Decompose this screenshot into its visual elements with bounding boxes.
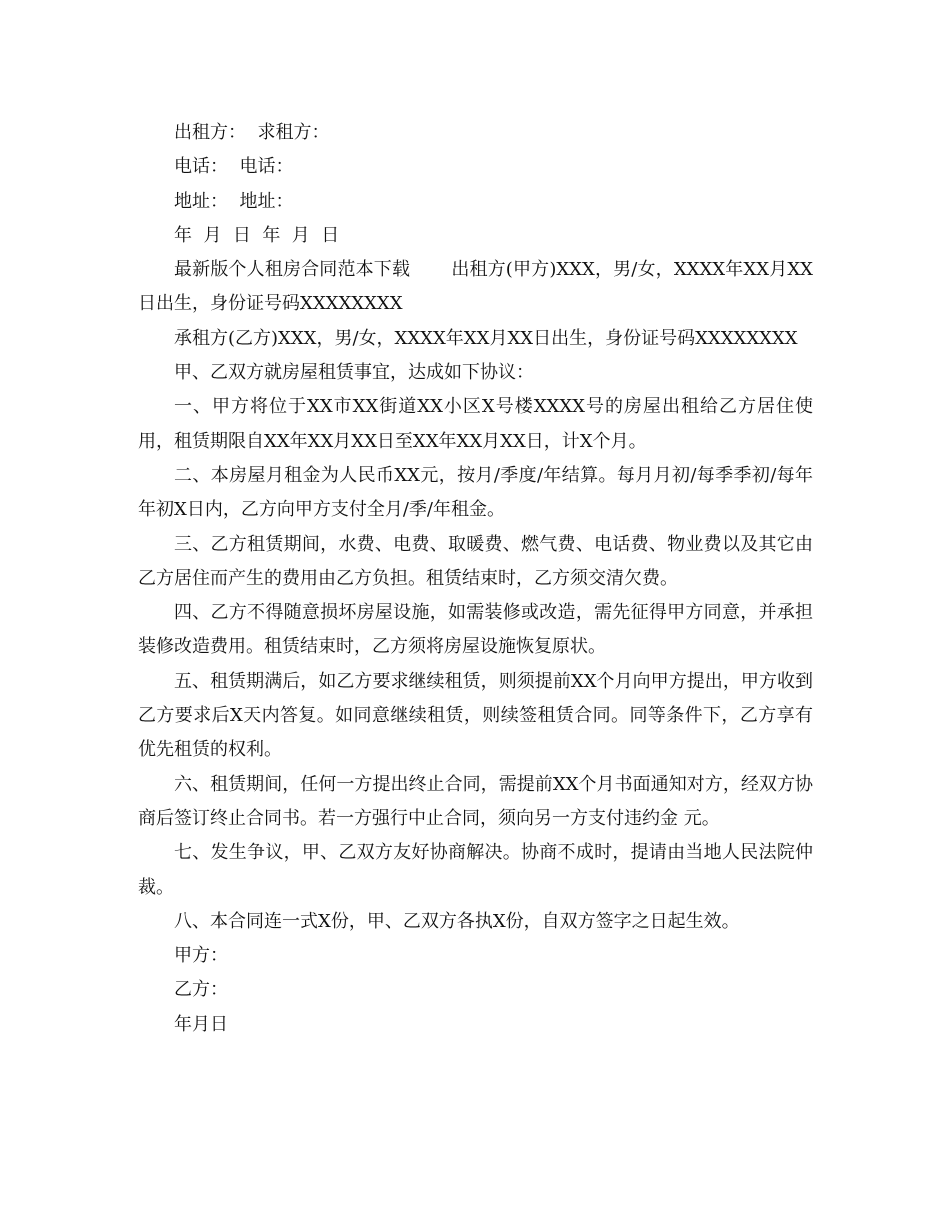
agreement-intro: 甲、乙双方就房屋租赁事宜，达成如下协议：	[174, 362, 534, 384]
clause-3: 三、乙方租赁期间，水费、电费、取暖费、燃气费、电话费、物业费以及其它由乙方居住而产生的费用由乙方负担。租赁结束时，乙方须交清欠费。	[138, 533, 813, 589]
clause-7: 七、发生争议，甲、乙双方友好协商解决。协商不成时，提请由当地人民法院仲裁。	[138, 842, 813, 898]
party-a-signature: 甲方：	[174, 945, 228, 967]
address-line: 地址： 地址：	[174, 190, 294, 212]
lessor-info-paragraph: 最新版个人租房合同范本下载 出租方(甲方)XXX，男/女，XXXX年XX月XX日出生，身份证号码XXXXXXXX	[138, 259, 813, 315]
date-line: 年 月 日 年 月 日	[174, 224, 340, 246]
clause-4: 四、乙方不得随意损坏房屋设施，如需装修或改造，需先征得甲方同意，并承担装修改造费用。租赁结束时，乙方须将房屋设施恢复原状。	[138, 602, 813, 658]
signing-date: 年月日	[174, 1013, 228, 1035]
lessee-info-paragraph: 承租方(乙方)XXX，男/女，XXXX年XX月XX日出生，身份证号码XXXXXXXX	[174, 327, 798, 349]
clause-8: 八、本合同连一式X份，甲、乙双方各执X份，自双方签字之日起生效。	[174, 910, 740, 932]
party-b-signature: 乙方：	[174, 979, 228, 1001]
contract-body	[138, 116, 813, 1042]
lessor-lessee-line: 出租方： 求租方：	[174, 122, 330, 143]
phone-line: 电话： 电话：	[174, 156, 294, 178]
clause-2: 二、本房屋月租金为人民币XX元，按月/季度/年结算。每月月初/每季季初/每年年初X日内，乙方向甲方支付全月/季/年租金。	[138, 464, 813, 521]
clause-5: 五、租赁期满后，如乙方要求继续租赁，则须提前XX个月向甲方提出，甲方收到乙方要求后X天内答复。如同意继续租赁，则续签租赁合同。同等条件下，乙方享有优先租赁的权利。	[138, 670, 813, 761]
clause-6: 六、租赁期间，任何一方提出终止合同，需提前XX个月书面通知对方，经双方协商后签订终止合同书。若一方强行中止合同，须向另一方支付违约金 元。	[138, 773, 813, 829]
clause-1: 一、甲方将位于XX市XX街道XX小区X号楼XXXX号的房屋出租给乙方居住使用，租赁期限自XX年XX月XX日至XX年XX月XX日，计X个月。	[138, 396, 813, 452]
